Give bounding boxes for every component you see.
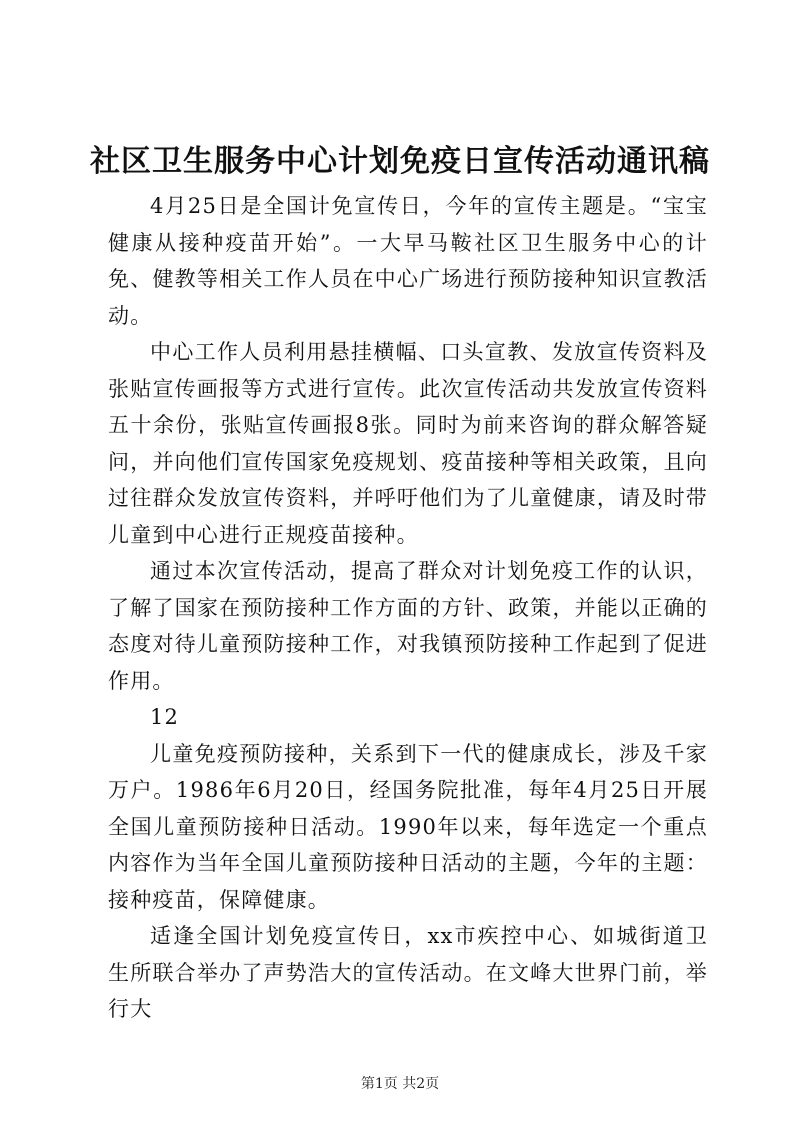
paragraph-1: 4月25日是全国计免宣传日，今年的宣传主题是。“宝宝健康从接种疫苗开始”。一大早马鞍社区卫生服务中心的计免、健教等相关工作人员在中心广场进行预防接种知识宣教活动。: [108, 194, 708, 328]
paragraph-3: 通过本次宣传活动，提高了群众对计划免疫工作的认识，了解了国家在预防接种工作方面的方针、政策，并能以正确的态度对待儿童预防接种工作，对我镇预防接种工作起到了促进作用。: [108, 559, 708, 693]
document-body: [108, 188, 708, 1028]
paragraph-5: 儿童免疫预防接种，关系到下一代的健康成长，涉及千家万户。1986年6月20日，经国务院批准，每年4月25日开展全国儿童预防接种日活动。1990年以来，每年选定一个重点内容作为当年全国儿童预防接种日活动的主题，今年的主题：接种疫苗，保障健康。: [108, 741, 708, 912]
paragraph-2: 中心工作人员利用悬挂横幅、口头宣教、发放宣传资料及张贴宣传画报等方式进行宣传。此次宣传活动共发放宣传资料五十余份，张贴宣传画报8张。同时为前来咨询的群众解答疑问，并向他们宣传国家免疫规划、疫苗接种等相关政策，且向过往群众发放宣传资料，并呼吁他们为了儿童健康，请及时带儿童到中心进行正规疫苗接种。: [108, 340, 708, 547]
paragraph-6: 适逢全国计划免疫宣传日，xx市疾控中心、如城街道卫生所联合举办了声势浩大的宣传活动。在文峰大世界门前，举行大: [108, 924, 708, 1021]
paragraph-4: 12: [150, 705, 180, 729]
document-title: 社区卫生服务中心计划免疫日宣传活动通讯稿: [90, 144, 710, 179]
page-footer: [0, 1074, 800, 1094]
page-number: 第1页 共2页: [360, 1076, 440, 1092]
